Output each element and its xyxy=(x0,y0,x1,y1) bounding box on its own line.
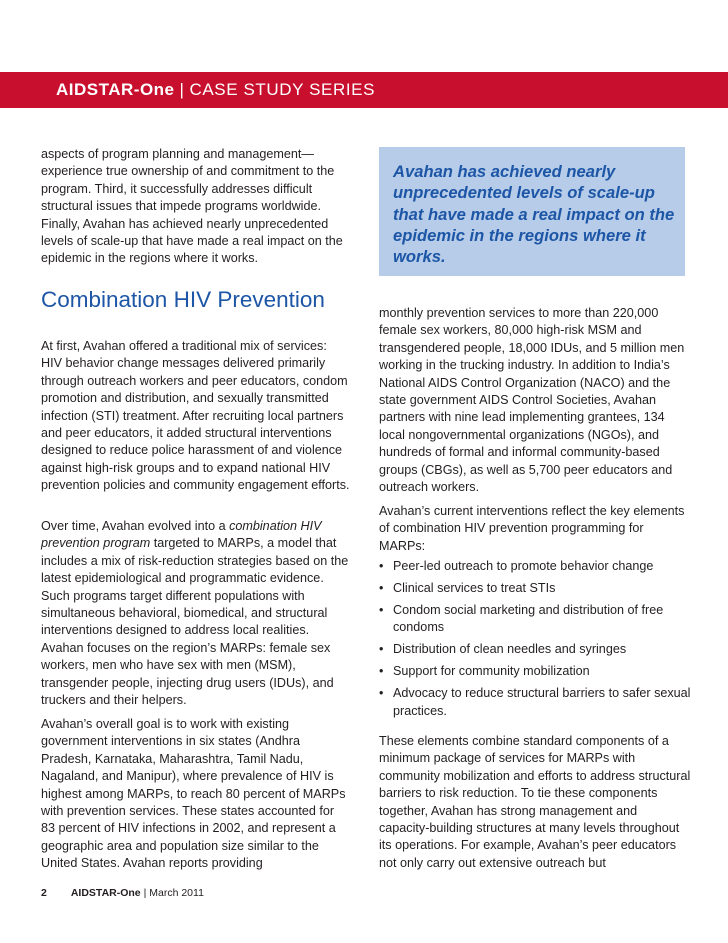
left-paragraph-2-end: targeted to MARPs, a model that includes a mix of risk-reduction strategies based on the latest epidemiological and programmatic evidence. Such programs target different populations with simultaneous behavioral, biomedical, and structural interventions designed to address local realities. Avahan focuses on the region’s MARPs: female sex workers, men who have sex with men (MSM), transgender people, injecting drug users (IDUs), and truckers and their helpers. xyxy=(41,536,349,708)
left-paragraph-2-start: Over time, Avahan evolved into a xyxy=(41,519,230,533)
intervention-list xyxy=(379,558,691,725)
page-number: 2 xyxy=(41,887,47,899)
right-paragraph-3: These elements combine standard components of a minimum package of services for MARPs with community mobilization and efforts to address structural barriers to risk reduction. To tie these components together, Avahan has strong management and capacity-building structures at many levels throughout its operations. For example, Avahan’s peer educators not only carry out extensive outreach but xyxy=(379,734,691,870)
list-item-text: Clinical services to treat STIs xyxy=(393,581,556,595)
left-paragraph-3: Avahan’s overall goal is to work with existing government interventions in six states (Andhra Pradesh, Karnataka, Maharashtra, Tamil Nadu, Nagaland, and Manipur), where prevalence of HIV is highest among MARPs, to reach 80 percent of MARPs with prevention services. These states accounted for 83 percent of HIV infections in 2002, and represent a geographic area and population size similar to the United States. Avahan reports providing xyxy=(41,717,346,871)
bullet-dot: • xyxy=(379,686,384,701)
list-item-text: Distribution of clean needles and syringes xyxy=(393,642,627,657)
pull-quote-box xyxy=(379,147,685,276)
footer-separator: | xyxy=(143,887,147,899)
bullet-dot: • xyxy=(379,603,384,617)
list-item xyxy=(379,602,691,637)
bullet-dot: • xyxy=(379,559,384,573)
list-item xyxy=(379,558,691,575)
list-item-text: Condom social marketing and distribution of free condoms xyxy=(393,603,664,635)
list-item-text: Advocacy to reduce structural barriers to safer sexual practices. xyxy=(393,686,691,718)
left-paragraph-1: At first, Avahan offered a traditional mix of services: HIV behavior change messages delivered primarily through outreach workers and peer educators, condom promotion and distribution, and sexually transmitted infection (STI) treatment. After recruiting local partners and peer educators, it added structural interventions designed to reduce police harassment of and violence against high-risk groups and to expand national HIV prevention policies and community engagement efforts. xyxy=(41,339,350,493)
section-heading: Combination HIV Prevention xyxy=(41,287,325,312)
list-item xyxy=(379,663,691,680)
list-item xyxy=(379,685,691,720)
intro-paragraph: aspects of program planning and management—experience true ownership of and commitment to the program. Third, it successfully addresses difficult structural issues that impede programs worldwide. Finally, Avahan has achieved nearly unprecedented levels of scale-up that have made a real impact on the epidemic in the regions where it works. xyxy=(41,147,343,266)
pull-quote-text: Avahan has achieved nearly unprecedented levels of scale-up that have made a real impact on the epidemic in the regions where it works. xyxy=(393,162,675,267)
bullet-dot: • xyxy=(379,581,384,595)
list-item-text: Peer-led outreach to promote behavior change xyxy=(393,559,654,573)
header-title xyxy=(56,80,375,100)
list-item-text: Support for community mobilization xyxy=(393,664,590,679)
footer-brand: AIDSTAR-One xyxy=(70,887,141,899)
left-paragraph-2-italic: combination HIV prevention program xyxy=(41,519,322,551)
page-footer xyxy=(41,887,204,899)
header-series: CASE STUDY SERIES xyxy=(189,80,376,99)
header-separator: | xyxy=(179,80,185,99)
right-paragraph-1: monthly prevention services to more than 220,000 female sex workers, 80,000 high-risk MSM and transgendered people, 18,000 IDUs, and 5 million men working in the trucking industry. In addition to India’s National AIDS Control Organization (NACO) and the state government AIDS Control Societies, Avahan partners with nine lead implementing grantees, 134 local nongovernmental organizations (NGOs), and hundreds of formal and informal community-based groups (CBGs), as well as 5,700 peer educators and outreach workers. xyxy=(379,306,685,495)
list-item xyxy=(379,580,691,597)
right-paragraph-2: Avahan’s current interventions reflect the key elements of combination HIV prevention programming for MARPs: xyxy=(379,504,685,553)
footer-date: March 2011 xyxy=(149,887,204,899)
list-item xyxy=(379,641,691,658)
bullet-dot: • xyxy=(379,664,384,679)
header-brand: AIDSTAR-One xyxy=(56,80,175,99)
left-paragraph-2 xyxy=(41,518,351,709)
bullet-dot: • xyxy=(379,642,384,657)
